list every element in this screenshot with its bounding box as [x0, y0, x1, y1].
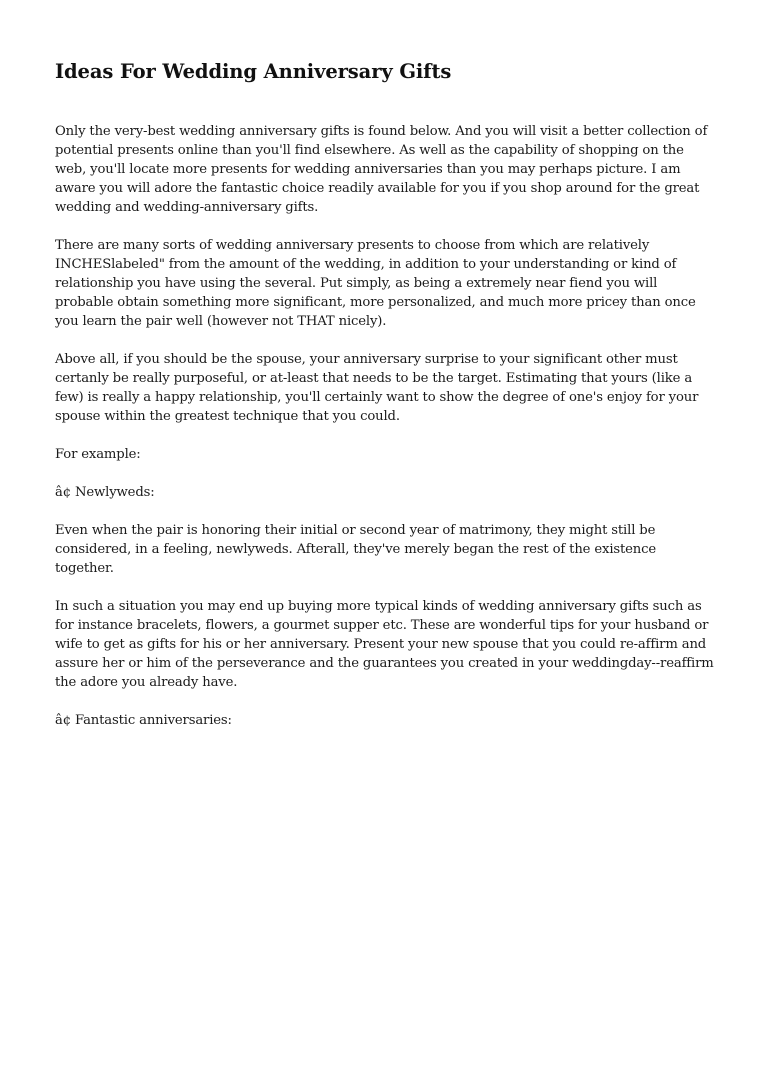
document-title: Ideas For Wedding Anniversary Gifts — [55, 60, 452, 83]
paragraph-for-example: For example: — [55, 447, 141, 462]
paragraph-newlyweds: Even when the pair is honoring their initial or second year of matrimony, they might still be considered, in a feeling, newlyweds. Afterall, they've merely began the rest of the existence together. — [55, 523, 657, 576]
document-body — [55, 122, 715, 730]
paragraph-sorts-of-presents: There are many sorts of wedding anniversary presents to choose from which are relatively INCHESlabeled" from the amount of the wedding, in addition to your understanding or kind of relationship you have using the several. Put simply, as being a extremely near fiend you will probable obtain something more significant, more personalized, and much more pricey than once you learn the pair well (however not THAT nicely). — [55, 238, 696, 329]
paragraph-intro: Only the very-best wedding anniversary gifts is found below. And you will visit a better collection of potential presents online than you'll find elsewhere. As well as the capability of shopping on the web, you'll locate more presents for wedding anniversaries than you may perhaps picture. I am aware you will adore the fantastic choice readily available for you if you shop around for the great wedding and wedding-anniversary gifts. — [55, 124, 708, 215]
paragraph-typical-gifts: In such a situation you may end up buying more typical kinds of wedding anniversary gifts such as for instance bracelets, flowers, a gourmet supper etc. These are wonderful tips for your husband or wife to get as gifts for his or her anniversary. Present your new spouse that you could re-affirm and assure her or him of the perseverance and the guarantees you created in your weddingday--reaffirm the adore you already have. — [55, 599, 714, 690]
bullet-fantastic-anniversaries: â¢ Fantastic anniversaries: — [55, 713, 232, 728]
paragraph-spouse: Above all, if you should be the spouse, your anniversary surprise to your significant other must certanly be really purposeful, or at-least that needs to be the target. Estimating that yours (like a few) is really a happy relationship, you'll certainly want to show the degree of one's enjoy for your spouse within the greatest technique that you could. — [55, 352, 699, 424]
document-page — [55, 58, 715, 749]
bullet-newlyweds: â¢ Newlyweds: — [55, 485, 155, 500]
